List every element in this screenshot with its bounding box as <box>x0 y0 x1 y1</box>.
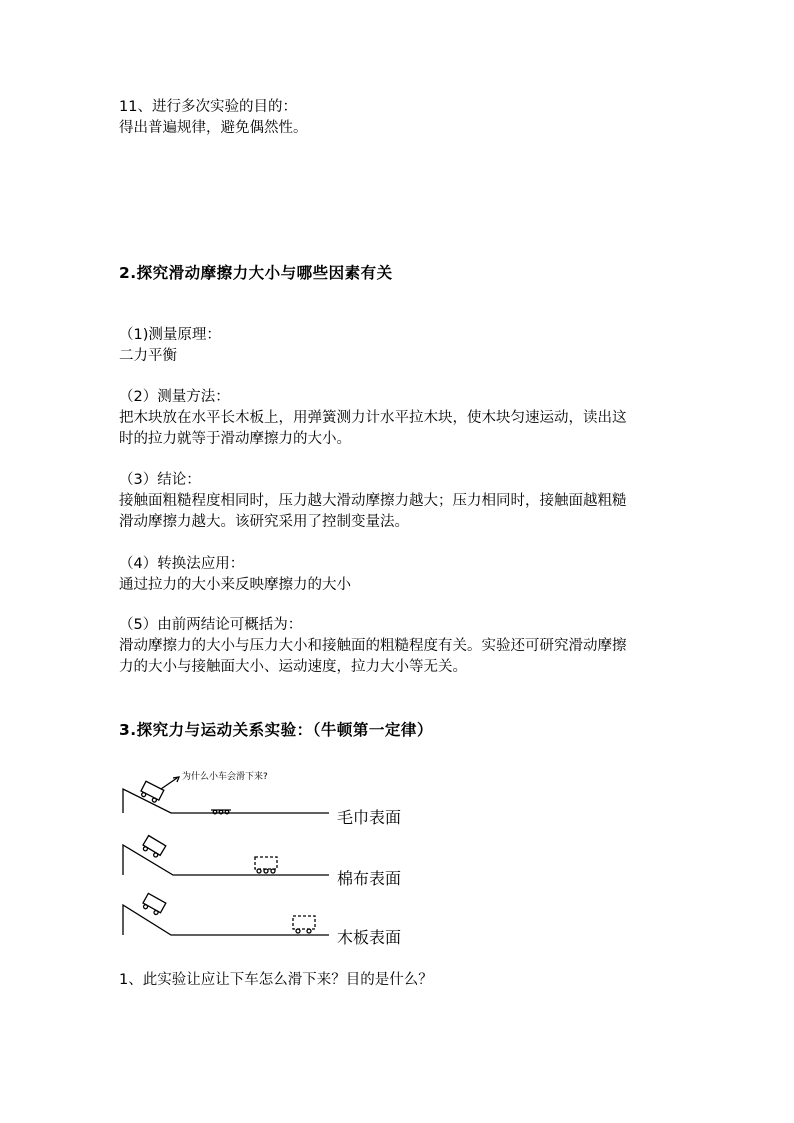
section3-question1: 1、此实验让应让下车怎么滑下来？目的是什么？ <box>119 972 433 988</box>
cart-stopped-wood <box>293 916 315 933</box>
surface-label-wood: 木板表面 <box>337 928 402 947</box>
item1-label: （1)测量原理： <box>119 327 221 343</box>
item1-text: 二力平衡 <box>119 348 177 364</box>
cart-stopped-cotton <box>255 857 277 873</box>
surface-label-towel: 毛巾表面 <box>337 808 402 827</box>
incline-row-towel <box>123 777 329 814</box>
incline-row-wood <box>123 893 329 935</box>
callout-question: 为什么小车会滑下来? <box>182 772 268 782</box>
item4-text: 通过拉力的大小来反映摩擦力的大小 <box>119 577 351 593</box>
cart-stopped-towel <box>211 810 231 814</box>
q11-title: 11、进行多次实验的目的： <box>119 99 297 115</box>
section2-heading: 2.探究滑动摩擦力大小与哪些因素有关 <box>119 264 393 282</box>
item3-text-line2: 滑动摩擦力越大。该研究采用了控制变量法。 <box>119 514 409 530</box>
item2-label: （2）测量方法： <box>119 389 230 405</box>
section3-heading: 3.探究力与运动关系实验：（牛顿第一定律） <box>119 721 433 739</box>
q11-answer: 得出普遍规律，避免偶然性。 <box>119 120 308 136</box>
item4-label: （4）转换法应用： <box>119 556 245 572</box>
item5-label: （5）由前两结论可概括为： <box>119 617 303 633</box>
incline-row-cotton <box>123 836 329 875</box>
item3-label: （3）结论： <box>119 472 201 488</box>
item5-text-line1: 滑动摩擦力的大小与压力大小和接触面的粗糙程度有关。实验还可研究滑动摩擦 <box>119 638 627 654</box>
surface-label-cotton: 棉布表面 <box>337 869 402 888</box>
item2-text-line1: 把木块放在水平长木板上，用弹簧测力计水平拉木块，使木块匀速运动，读出这 <box>119 410 627 426</box>
incline-diagram <box>119 765 419 950</box>
item2-text-line2: 时的拉力就等于滑动摩擦力的大小。 <box>119 431 351 447</box>
item3-text-line1: 接触面粗糙程度相同时，压力越大滑动摩擦力越大；压力相同时，接触面越粗糙 <box>119 493 627 509</box>
item5-text-line2: 力的大小与接触面大小、运动速度，拉力大小等无关。 <box>119 659 467 675</box>
